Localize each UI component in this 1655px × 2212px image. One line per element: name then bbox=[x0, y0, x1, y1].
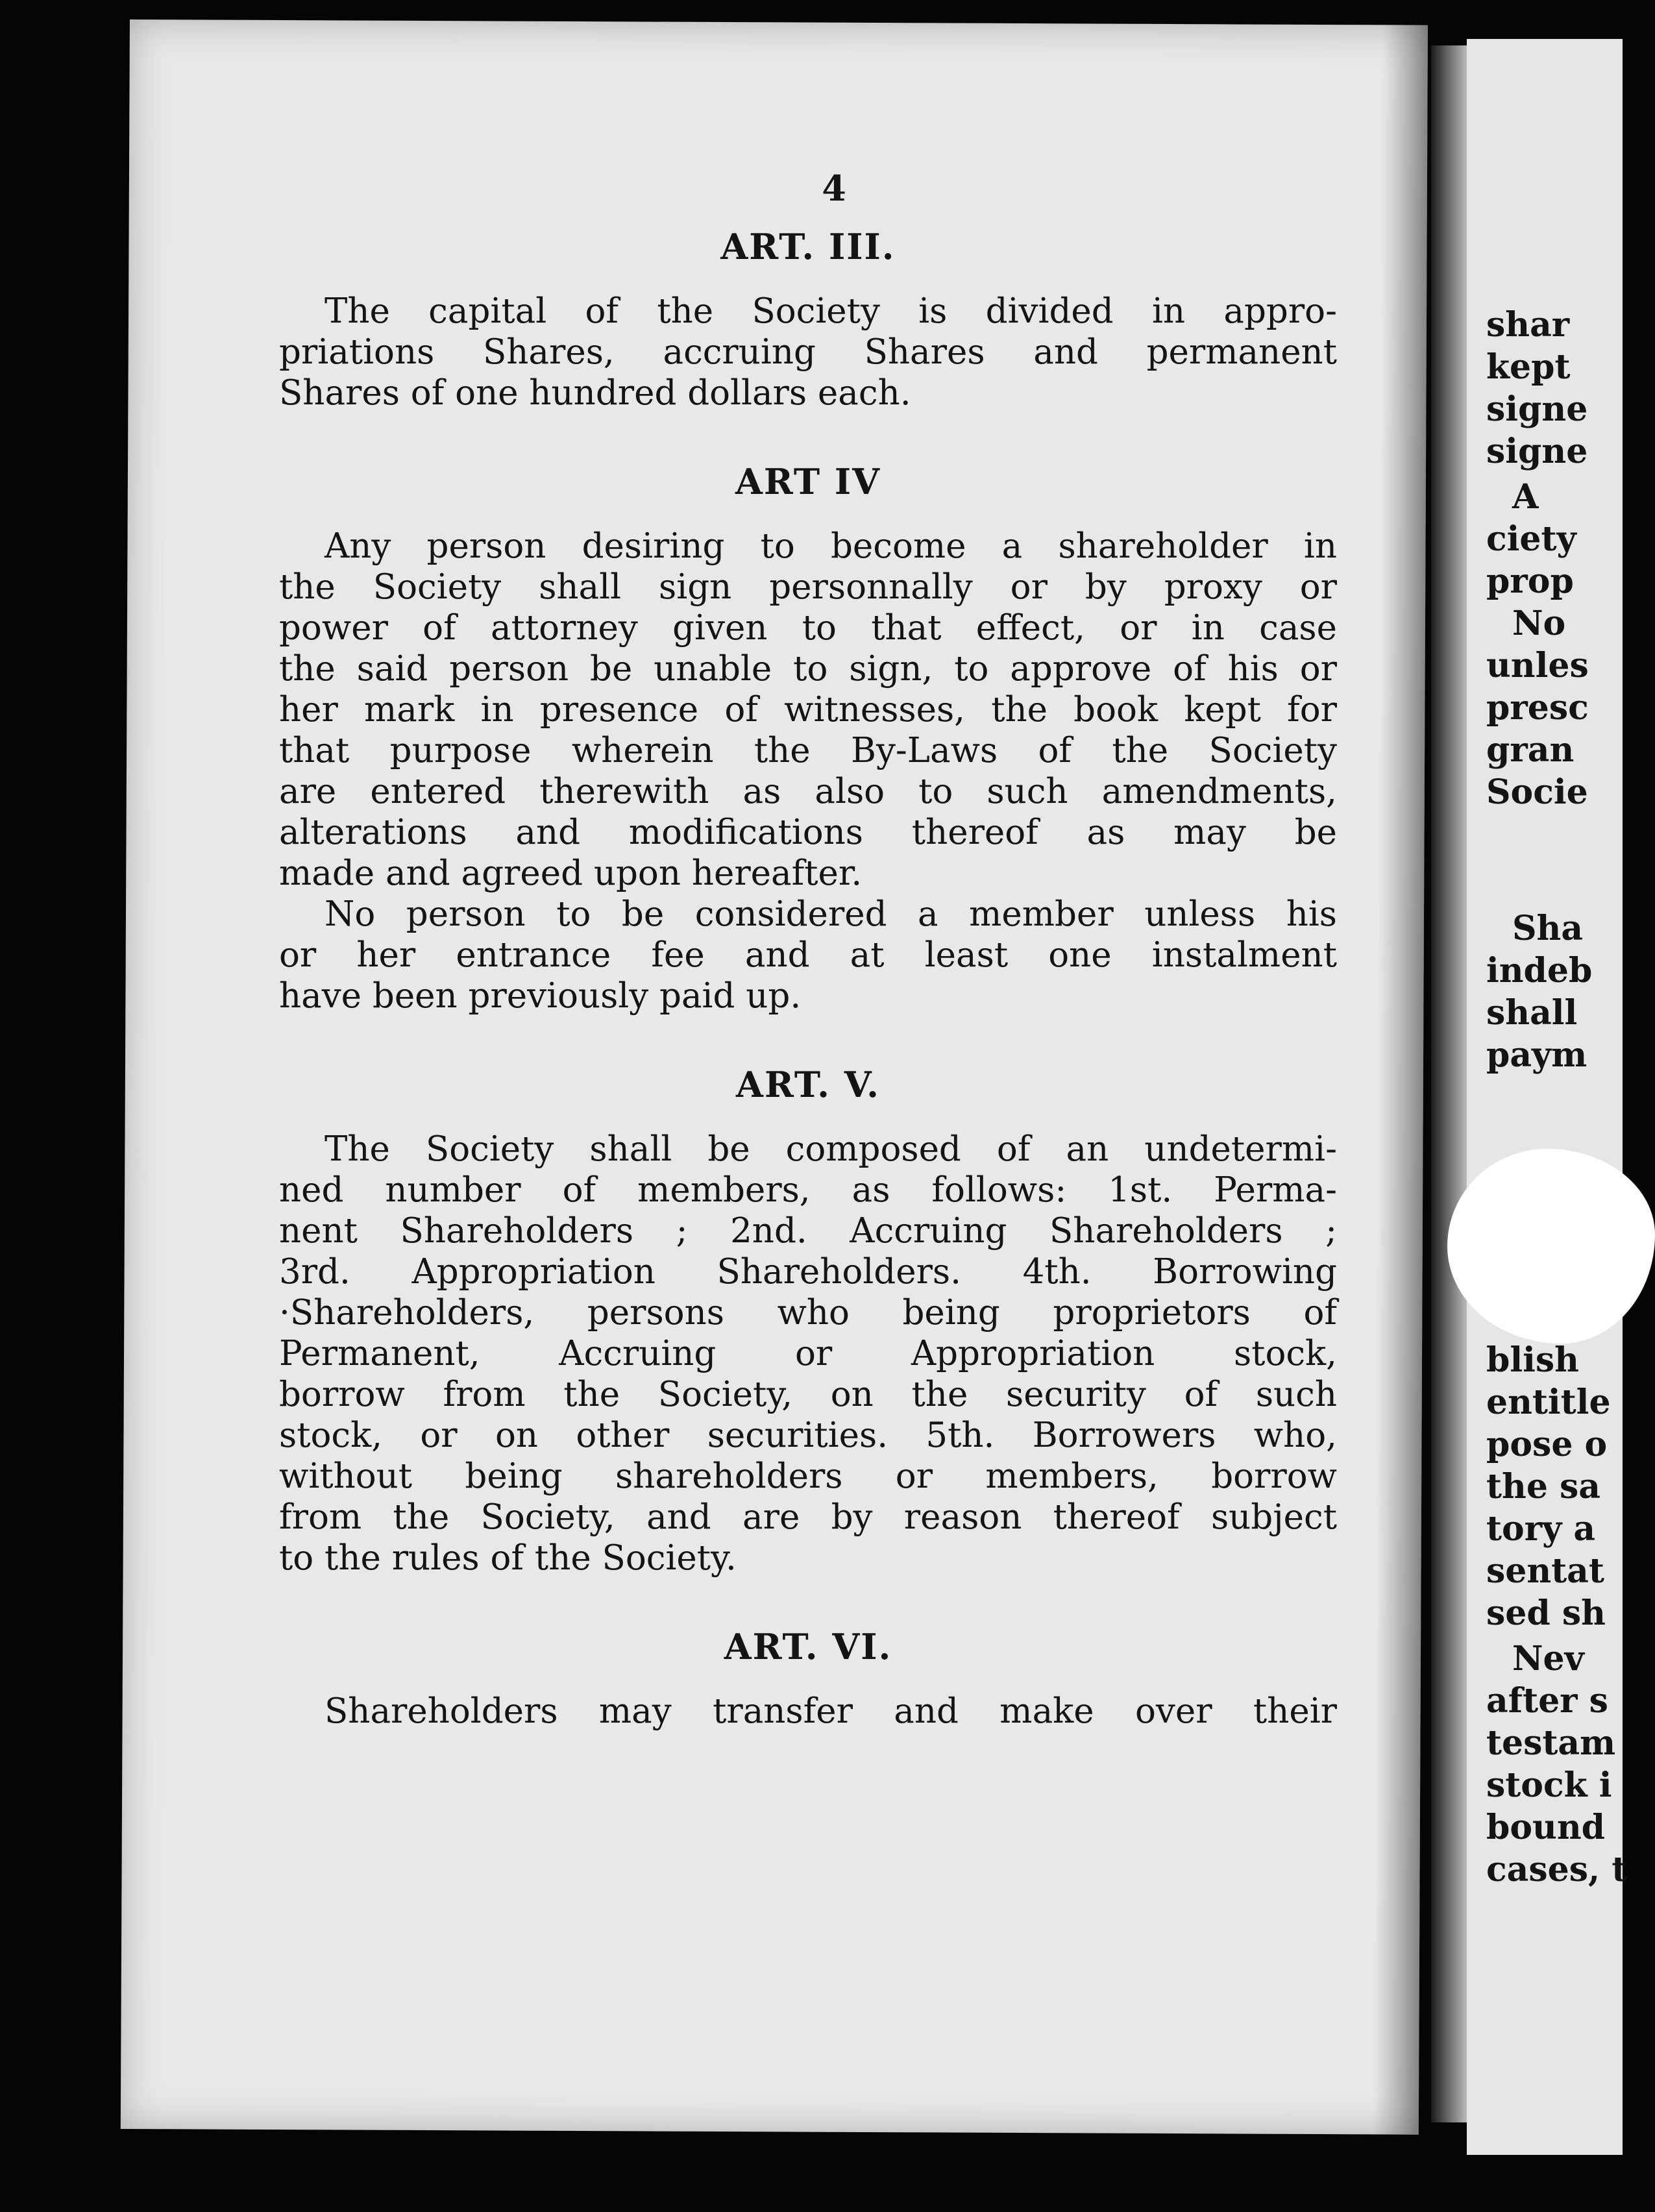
text-line: borrow from the Society, on the security of such bbox=[279, 1375, 1337, 1414]
fragment-line: blish bbox=[1486, 1340, 1579, 1380]
fragment-line: indeb bbox=[1486, 951, 1593, 990]
text-line: 3rd. Appropriation Shareholders. 4th. Borrowing bbox=[279, 1252, 1337, 1292]
fragment-line: signe bbox=[1486, 432, 1588, 471]
text-line: The capital of the Society is divided in appro- bbox=[325, 291, 1337, 331]
article-heading: ART IV bbox=[735, 461, 881, 502]
text-line: Permanent, Accruing or Appropriation stock, bbox=[279, 1334, 1337, 1373]
fragment-line: shar bbox=[1486, 305, 1570, 345]
fragment-line: sentat bbox=[1486, 1551, 1604, 1591]
fragment-line: cases, t bbox=[1486, 1850, 1628, 1889]
article-paragraph bbox=[279, 894, 1337, 1016]
fragment-line: ciety bbox=[1486, 519, 1576, 559]
text-line: power of attorney given to that effect, or in case bbox=[279, 608, 1337, 648]
fragment-line: No bbox=[1512, 604, 1566, 643]
text-line: Shareholders may transfer and make over their bbox=[325, 1691, 1337, 1731]
fragment-line: after s bbox=[1486, 1681, 1608, 1721]
text-line: ned number of members, as follows: 1st. Perma- bbox=[279, 1170, 1337, 1210]
book-gutter bbox=[1431, 45, 1470, 2122]
page-edge-shadow bbox=[1373, 25, 1428, 2134]
text-line: the Society shall sign personnally or by proxy or bbox=[279, 567, 1337, 607]
text-line: without being shareholders or members, borrow bbox=[279, 1456, 1337, 1496]
fragment-line: testam bbox=[1486, 1723, 1616, 1763]
fragment-line: prop bbox=[1486, 561, 1574, 601]
text-line: ·Shareholders, persons who being proprietors of bbox=[279, 1293, 1337, 1333]
article-heading: ART. V. bbox=[736, 1064, 880, 1105]
text-line: Any person desiring to become a shareholder in bbox=[325, 526, 1337, 566]
text-line: priations Shares, accruing Shares and permanent bbox=[279, 332, 1337, 372]
text-line: No person to be considered a member unless his bbox=[325, 894, 1337, 934]
text-line: or her entrance fee and at least one instalment bbox=[279, 935, 1337, 975]
text-line: The Society shall be composed of an undetermi- bbox=[325, 1129, 1337, 1169]
text-line: are entered therewith as also to such amendments, bbox=[279, 772, 1337, 811]
fragment-line: tory a bbox=[1486, 1509, 1596, 1549]
fragment-line: shall bbox=[1486, 993, 1578, 1033]
fragment-line: pose o bbox=[1486, 1425, 1608, 1464]
text-line: made and agreed upon hereafter. bbox=[279, 854, 863, 893]
article-heading: ART. VI. bbox=[724, 1626, 892, 1667]
text-line: Shares of one hundred dollars each. bbox=[279, 373, 911, 413]
fragment-line: the sa bbox=[1486, 1467, 1600, 1506]
left-page-text bbox=[279, 162, 1337, 1732]
article-paragraph bbox=[279, 1129, 1337, 1579]
fragment-line: signe bbox=[1486, 389, 1588, 429]
article-heading: ART. III. bbox=[720, 226, 896, 267]
text-line: alterations and modifications thereof as may be bbox=[279, 813, 1337, 852]
text-line: to the rules of the Society. bbox=[279, 1538, 737, 1578]
text-line: the said person be unable to sign, to approve of his or bbox=[279, 649, 1337, 689]
article-paragraph bbox=[279, 1691, 1337, 1732]
fragment-line: presc bbox=[1486, 688, 1589, 728]
article-paragraph bbox=[279, 526, 1337, 894]
text-line: her mark in presence of witnesses, the book kept for bbox=[279, 690, 1337, 730]
fragment-line: Nev bbox=[1512, 1639, 1584, 1678]
text-line: from the Society, and are by reason thereof subject bbox=[279, 1497, 1337, 1537]
fragment-line: paym bbox=[1486, 1035, 1588, 1075]
text-line: nent Shareholders ; 2nd. Accruing Shareholders ; bbox=[279, 1211, 1337, 1251]
text-line: stock, or on other securities. 5th. Borrowers who, bbox=[279, 1416, 1337, 1455]
fragment-line: unles bbox=[1486, 646, 1589, 685]
fragment-line: Sha bbox=[1512, 909, 1584, 948]
fragment-line: A bbox=[1512, 477, 1539, 517]
fragment-line: gran bbox=[1486, 730, 1575, 770]
text-line: that purpose wherein the By-Laws of the Society bbox=[279, 731, 1337, 770]
fragment-line: stock i bbox=[1486, 1765, 1612, 1805]
fragment-line: kept bbox=[1486, 347, 1571, 387]
article-paragraph bbox=[279, 291, 1337, 413]
fragment-line: bound bbox=[1486, 1808, 1606, 1847]
page-number: 4 bbox=[822, 167, 846, 209]
fragment-line: entitle bbox=[1486, 1382, 1611, 1422]
fragment-line: sed sh bbox=[1486, 1593, 1606, 1633]
fragment-line: Socie bbox=[1486, 772, 1588, 812]
text-line: have been previously paid up. bbox=[279, 976, 802, 1016]
